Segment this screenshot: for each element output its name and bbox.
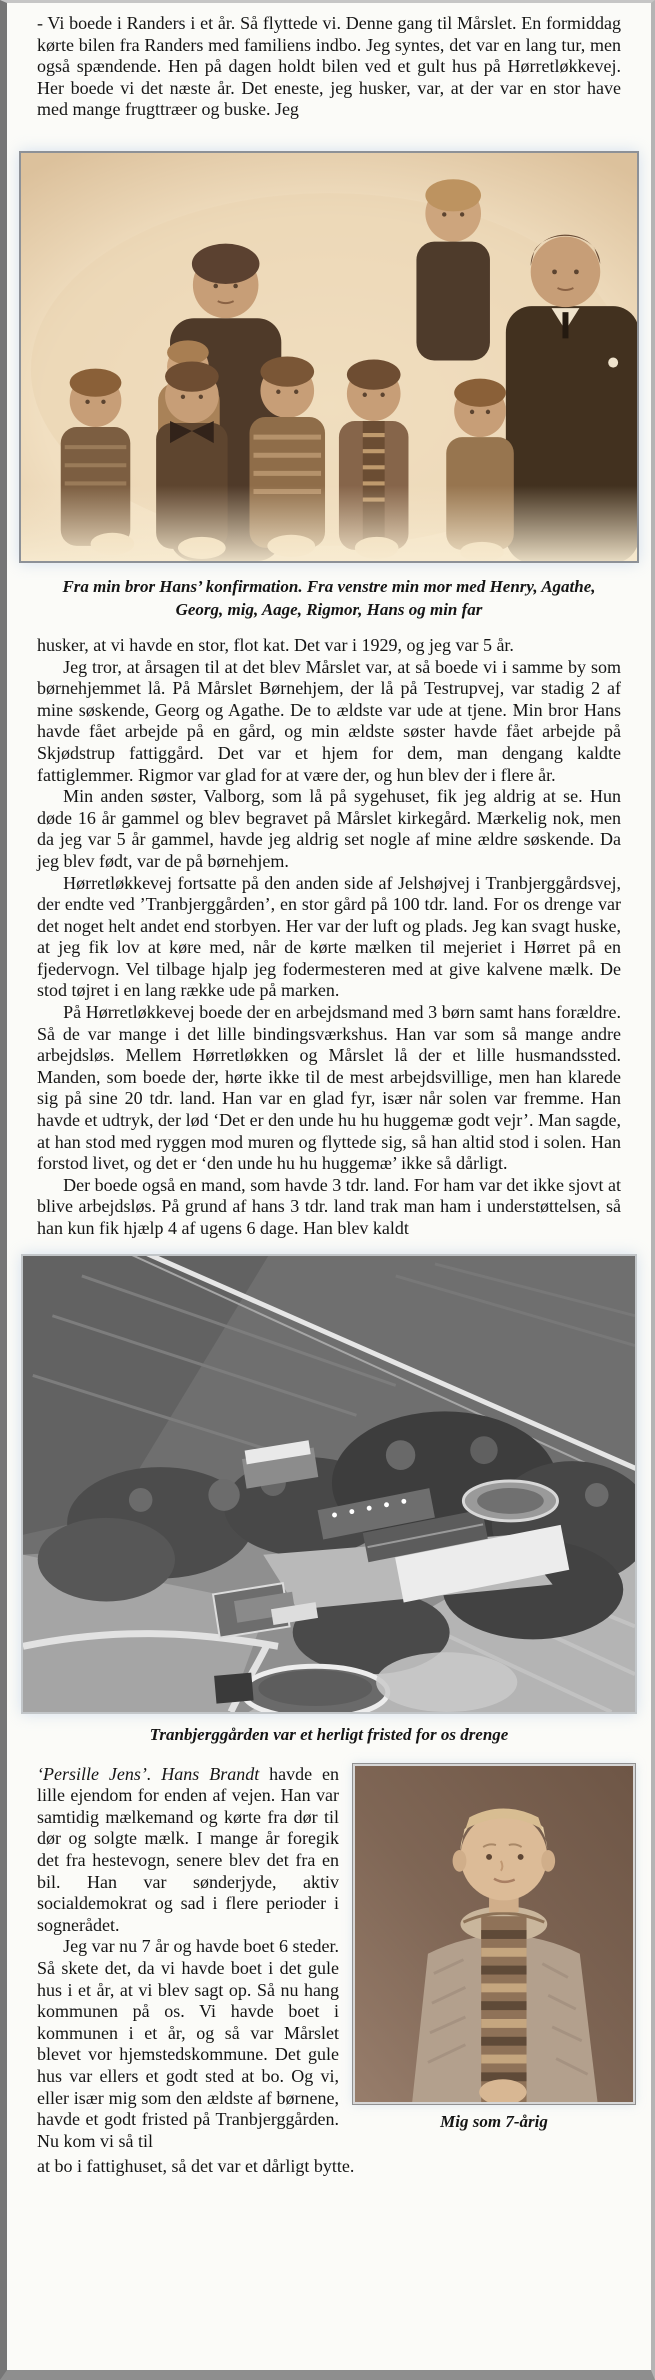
aerial-photo-caption: Tranbjerggården var et herligt fristed for os drenge	[149, 1724, 509, 1744]
portrait-figure	[353, 1764, 635, 2153]
aerial-photo	[21, 1254, 637, 1714]
portrait-photo	[353, 1764, 635, 2104]
body-paragraph-neighbours: På Hørretløkkevej boede der en arbejdsmand med 3 børn samt hans forældre. Så de var mange i det lille bindingsværkshus. Han var som så mange andre arbejdsløs. Mellem Hørretløkken og Mårslet lå der et lille husmandssted. Manden, som boede der, hørte ikke til de mest arbejdsvillige, men han klarede sig på sine 20 tdr. land. Han var en glad fyr, især når solen var fremme. Han havde et udtryk, der lød ‘Det er den unde hu hu huggemæ godt vejr’. Man sagde, at han stod med ryggen mod muren og flyttede sig, så han altid stod i solen. Han forstod livet, og det er ‘den unde hu hu huggemæ’ ikke så dårligt.	[37, 1002, 621, 1174]
intro-paragraph: - Vi boede i Randers i et år. Så flyttede vi. Denne gang til Mårslet. En formiddag kørte bilen fra Randers med familiens indbo. Jeg syntes, det var en lang tur, men også spændende. Hen på dagen holdt bilen ved et gult hus på Hørretløkkevej. Her boede vi det næste år. Det eneste, jeg husker, var, at der var en stor have med mange frugttræer og buske. Jeg	[37, 13, 621, 120]
aerial-photo-illustration	[23, 1256, 635, 1712]
body-paragraph-childrens-home: Jeg tror, at årsagen til at det blev Mårslet var, at så boede vi i samme by som børnehjemmet lå. På Mårslet Børnehjem, der lå på Testrupvej, var stadig 2 af mine søskende, Georg og Agathe. De to ældste var ude at tjene. Min bror Hans havde fået arbejde på en gård, og min ældste søster havde fået arbejde på Skjødstrup fattiggård. Det var et hjem for dem, man dengang kaldte fattiglemmer. Rigmor var glad for at være der, og hun blev der i flere år.	[37, 656, 621, 785]
body-paragraph-cat: husker, at vi havde en stor, flot kat. Det var i 1929, og jeg var 5 år.	[37, 634, 514, 655]
body-paragraph-tranbjerggaarden: Hørretløkkevej fortsatte på den anden side af Jelshøjvej i Tranbjerggårdsvej, der endte ved ’Tranbjerggården’, en stor gård på 100 tdr. land. For os drenge var det noget helt andet end storbyen. Her var der luft og plads. Jeg kan svagt huske, at jeg fik lov at køre med, når de kørte mælken til mejeriet i Hørret på en fjedervogn. Vel tilbage hjalp jeg fodermesteren med at give kalvene mælk. De stod tøjret i en lang række ude på marken.	[37, 872, 621, 1001]
portrait-photo-caption: Mig som 7-årig	[440, 2111, 548, 2131]
family-photo	[19, 151, 639, 563]
family-photo-caption: Fra min bror Hans’ konfirmation. Fra venstre min mor med Henry, Agathe, Georg, mig, Aage, Rigmor, Hans og min far	[62, 576, 596, 619]
body-paragraph-3tdr-mand: Der boede også en mand, som havde 3 tdr. land. For ham var det ikke sjovt at blive arbejdsløs. På grund af hans 3 tdr. land trak man ham i understøttelsen, så han kun fik hjælp 4 af ugens 6 dage. Han blev kaldt	[37, 1174, 621, 1238]
bottom-section	[37, 1764, 635, 2153]
body-paragraph-seven-years: Jeg var nu 7 år og havde boet 6 steder. Så skete det, da vi havde boet i det gule hus i et år, at vi blev sagt op. Så nu hang kommunen på os. Vi havde boet i kommunen i et år, og så var Mårslet blevet vor hjemstedskommune. Det gule hus var ellers et godt sted at bo. Og vi, eller især mig som den ældste af børnene, havde et godt fristed på Tranbjerggården. Nu kom vi så til	[37, 1936, 340, 2151]
persille-jens-paragraph	[37, 1764, 339, 1937]
portrait-photo-illustration	[355, 1766, 633, 2102]
body-paragraph-valborg: Min anden søster, Valborg, som lå på sygehuset, fik jeg aldrig at se. Hun døde 16 år gammel og blev begravet på Mårslet kirkegård. Mærkelig nok, men da jeg var 5 år gammel, havde jeg aldrig set nogle af mine ældre søskende. Da jeg blev født, var de på børnehjem.	[37, 786, 621, 871]
left-column-text	[37, 1764, 339, 2153]
persille-jens-rest: havde en lille ejendom for enden af vejen. Han var samtidig mælkemand og kørte fra dør til dør og solgte mælk. I mange år foregik det fra hestevogn, senere blev det fra en bil. Han var sønderjyde, aktiv socialdemokrat og sad i flere perioder i sognerådet.	[37, 1763, 339, 1935]
main-text-block	[37, 635, 621, 1240]
family-photo-illustration	[21, 153, 637, 561]
closing-line: at bo i fattighuset, så det var et dårligt bytte.	[37, 2156, 355, 2177]
persille-jens-lead: ‘Persille Jens’. Hans Brandt	[37, 1763, 260, 1784]
